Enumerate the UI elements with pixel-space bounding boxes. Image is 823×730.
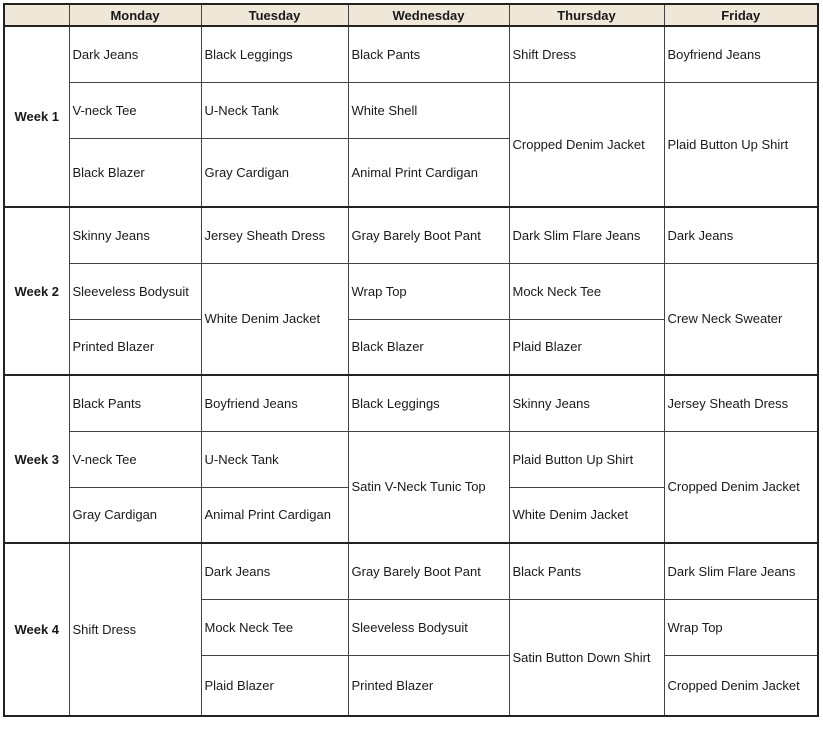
outfit-cell: U-Neck Tank [201,431,348,487]
outfit-cell: Black Blazer [348,319,509,375]
outfit-cell: Black Blazer [69,138,201,207]
outfit-cell: U-Neck Tank [201,82,348,138]
outfit-cell: Shift Dress [69,543,201,716]
outfit-cell: Plaid Blazer [201,655,348,716]
outfit-cell: Crew Neck Sweater [664,263,818,375]
outfit-cell: Boyfriend Jeans [201,375,348,431]
header-row [4,4,818,26]
table-row [4,82,818,138]
outfit-cell: Dark Jeans [201,543,348,599]
week-label: Week 4 [4,543,69,716]
outfit-cell: Gray Barely Boot Pant [348,543,509,599]
table-row [4,207,818,263]
outfit-cell: Jersey Sheath Dress [201,207,348,263]
outfit-cell: Black Leggings [348,375,509,431]
outfit-cell: Plaid Blazer [509,319,664,375]
outfit-cell: Wrap Top [664,599,818,655]
outfit-cell: Jersey Sheath Dress [664,375,818,431]
outfit-cell: Satin Button Down Shirt [509,599,664,716]
header-tuesday: Tuesday [201,4,348,26]
outfit-cell: Printed Blazer [348,655,509,716]
outfit-cell: Printed Blazer [69,319,201,375]
outfit-cell: Sleeveless Bodysuit [69,263,201,319]
outfit-cell: Gray Barely Boot Pant [348,207,509,263]
outfit-cell: Shift Dress [509,26,664,82]
week-label: Week 1 [4,26,69,207]
outfit-cell: Mock Neck Tee [509,263,664,319]
outfit-cell: Black Pants [69,375,201,431]
outfit-cell: Dark Slim Flare Jeans [509,207,664,263]
week-2-group [4,207,818,375]
outfit-cell: Cropped Denim Jacket [664,655,818,716]
outfit-cell: Gray Cardigan [201,138,348,207]
outfit-cell: Black Pants [509,543,664,599]
outfit-cell: Skinny Jeans [69,207,201,263]
outfit-cell: Gray Cardigan [69,487,201,543]
outfit-cell: V-neck Tee [69,431,201,487]
outfit-cell: Mock Neck Tee [201,599,348,655]
outfit-schedule-table [3,3,819,717]
header-thursday: Thursday [509,4,664,26]
week-4-group [4,543,818,716]
table-row [4,26,818,82]
outfit-cell: Wrap Top [348,263,509,319]
outfit-cell: Satin V-Neck Tunic Top [348,431,509,543]
outfit-cell: Animal Print Cardigan [348,138,509,207]
outfit-cell: Animal Print Cardigan [201,487,348,543]
week-label: Week 3 [4,375,69,543]
outfit-cell: Dark Jeans [69,26,201,82]
week-1-group [4,26,818,207]
outfit-cell: Sleeveless Bodysuit [348,599,509,655]
outfit-cell: Black Leggings [201,26,348,82]
header-friday: Friday [664,4,818,26]
outfit-cell: Dark Jeans [664,207,818,263]
outfit-cell: Plaid Button Up Shirt [664,82,818,207]
week-label: Week 2 [4,207,69,375]
outfit-cell: Plaid Button Up Shirt [509,431,664,487]
outfit-cell: Black Pants [348,26,509,82]
table-row [4,263,818,319]
table-row [4,543,818,599]
outfit-cell: Cropped Denim Jacket [664,431,818,543]
header-monday: Monday [69,4,201,26]
outfit-cell: Skinny Jeans [509,375,664,431]
header-wednesday: Wednesday [348,4,509,26]
week-3-group [4,375,818,543]
outfit-cell: V-neck Tee [69,82,201,138]
corner-cell [4,4,69,26]
table-row [4,375,818,431]
outfit-cell: White Denim Jacket [509,487,664,543]
outfit-cell: White Shell [348,82,509,138]
outfit-cell: Dark Slim Flare Jeans [664,543,818,599]
outfit-cell: White Denim Jacket [201,263,348,375]
outfit-cell: Boyfriend Jeans [664,26,818,82]
outfit-cell: Cropped Denim Jacket [509,82,664,207]
table-row [4,431,818,487]
